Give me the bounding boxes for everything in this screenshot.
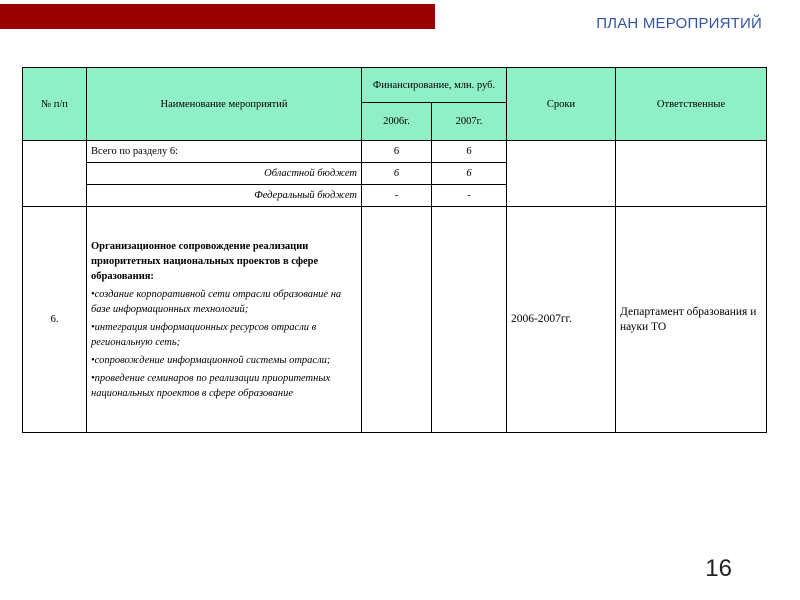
- total-2007: 6: [432, 141, 507, 163]
- item-responsible: Департамент образования и науки ТО: [616, 207, 767, 433]
- page-number: 16: [705, 555, 732, 582]
- table-row-total: [23, 141, 767, 163]
- table-row-item-6: [23, 207, 767, 433]
- col-header-terms: Сроки: [507, 68, 616, 141]
- regional-label: Областной бюджет: [87, 163, 362, 185]
- federal-2006: -: [362, 185, 432, 207]
- col-header-name: Наименование мероприятий: [87, 68, 362, 141]
- summary-terms-cell: [507, 141, 616, 207]
- item-2006-cell: [362, 207, 432, 433]
- item-description: [87, 207, 362, 433]
- item-bullet: •проведение семинаров по реализации приоритетных национальных проектов в сфере образование: [91, 372, 331, 399]
- slide-title: ПЛАН МЕРОПРИЯТИЙ: [596, 15, 762, 32]
- item-bullet: •сопровождение информационной системы отрасли;: [91, 354, 331, 366]
- item-number: 6.: [23, 207, 87, 433]
- total-2006: 6: [362, 141, 432, 163]
- item-terms: 2006-2007гг.: [507, 207, 616, 433]
- col-header-financing: Финансирование, млн. руб.: [362, 68, 507, 103]
- header-decor-bar: [0, 4, 435, 29]
- item-2007-cell: [432, 207, 507, 433]
- item-title: Организационное сопровождение реализации приоритетных национальных проектов в сфере образования:: [91, 240, 319, 282]
- events-plan-table: [22, 67, 767, 433]
- regional-2007: 6: [432, 163, 507, 185]
- col-header-2006: 2006г.: [362, 103, 432, 141]
- col-header-num: № п/п: [23, 68, 87, 141]
- item-bullet: •интеграция информационных ресурсов отрасли в региональную сеть;: [91, 321, 317, 348]
- summary-responsible-cell: [616, 141, 767, 207]
- federal-label: Федеральный бюджет: [87, 185, 362, 207]
- summary-num-cell: [23, 141, 87, 207]
- federal-2007: -: [432, 185, 507, 207]
- total-label: Всего по разделу 6:: [87, 141, 362, 163]
- regional-2006: 6: [362, 163, 432, 185]
- item-bullet: •создание корпоративной сети отрасли образование на базе информационных технологий;: [91, 288, 342, 315]
- col-header-responsible: Ответственные: [616, 68, 767, 141]
- col-header-2007: 2007г.: [432, 103, 507, 141]
